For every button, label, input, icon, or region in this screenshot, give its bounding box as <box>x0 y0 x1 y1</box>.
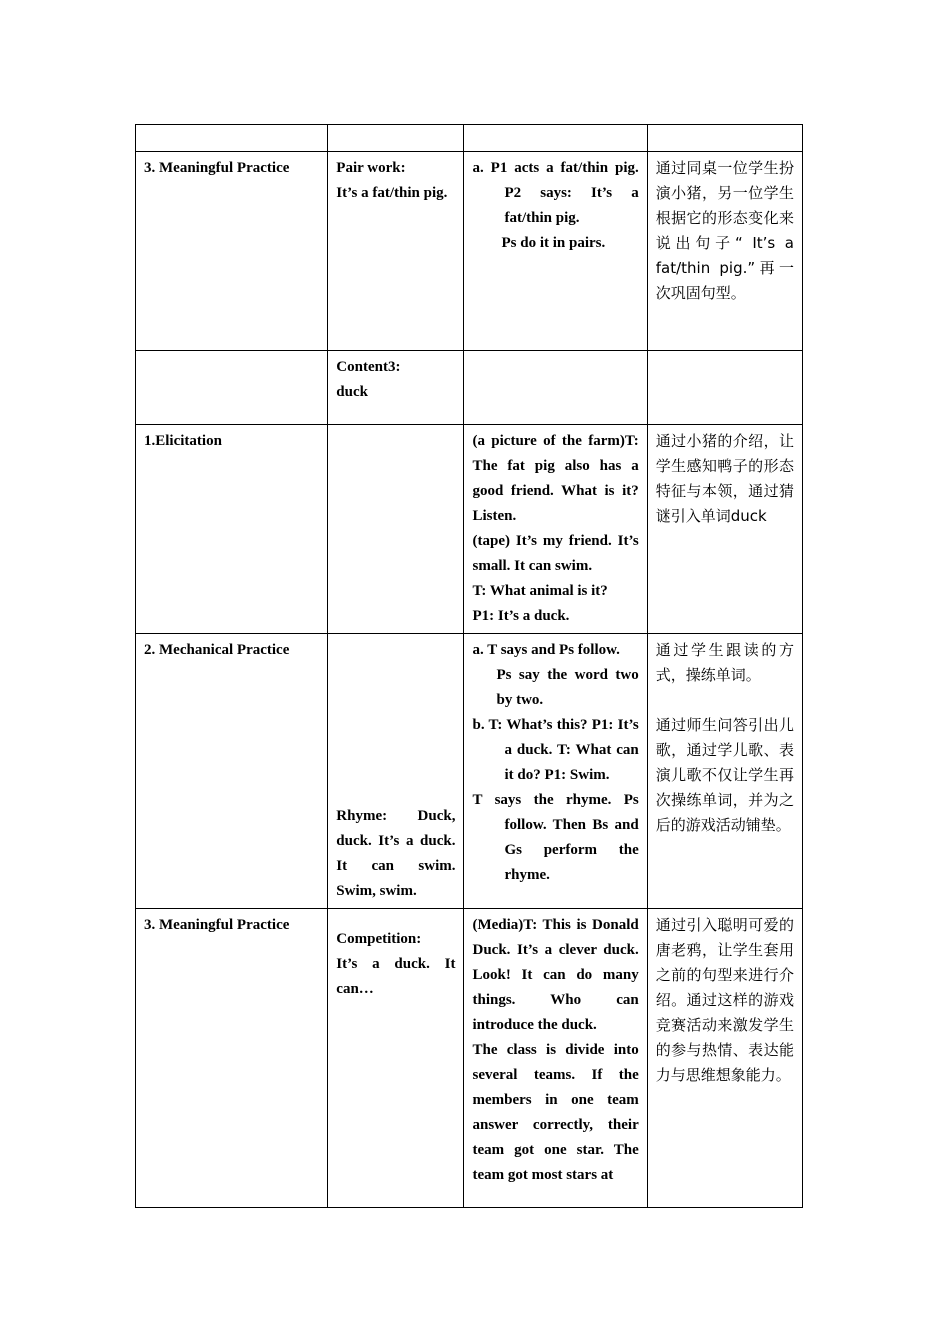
purpose-text: 通过师生问答引出儿歌，通过学儿歌、表演儿歌不仅让学生再次操练单词，并为之后的游戏活动铺垫。 <box>655 716 794 834</box>
content-line: Rhyme: Duck, duck. It’s a duck. It can swim. Swim, swim. <box>336 808 456 899</box>
content-line: Content3: <box>336 359 401 375</box>
step-line: Ps say the word two by two. <box>496 667 639 708</box>
purpose-cell <box>647 152 802 351</box>
stage-cell: 3. Meaningful Practice <box>136 152 328 351</box>
step-line: (Media)T: This is Donald Duck. It’s a clever duck. Look! It can do many things. Who can introduce the duck. <box>472 917 639 1033</box>
steps-cell <box>464 351 647 425</box>
stage-cell <box>136 125 328 152</box>
step-line: Ps do it in pairs. <box>501 235 606 251</box>
steps-cell <box>464 634 647 909</box>
content-line: Pair work: <box>336 160 406 176</box>
step-line: T: What animal is it? <box>472 583 608 599</box>
purpose-cell <box>647 909 802 1208</box>
table-row <box>136 909 803 1208</box>
purpose-cell <box>647 351 802 425</box>
content-cell <box>328 125 464 152</box>
stage-cell <box>136 351 328 425</box>
steps-cell <box>464 125 647 152</box>
step-line: a. P1 acts a fat/thin pig. P2 says: It’s a fat/thin pig. <box>472 160 639 226</box>
content-line: It’s a duck. It can… <box>336 956 456 997</box>
step-line: (tape) It’s my friend. It’s small. It can swim. <box>472 533 639 574</box>
stage-cell: 2. Mechanical Practice <box>136 634 328 909</box>
step-line: P1: It’s a duck. <box>472 608 570 624</box>
content-cell <box>328 351 464 425</box>
purpose-cell <box>647 425 802 634</box>
steps-cell <box>464 425 647 634</box>
content-cell <box>328 152 464 351</box>
step-line: a. T says and Ps follow. <box>472 642 620 658</box>
content-cell <box>328 634 464 909</box>
table-row <box>136 351 803 425</box>
step-line: T says the rhyme. Ps follow. Then Bs and Gs perform the rhyme. <box>472 792 639 883</box>
stage-cell: 1.Elicitation <box>136 425 328 634</box>
content-cell <box>328 909 464 1208</box>
table-row <box>136 634 803 909</box>
purpose-text: 通过小猪的介绍，让学生感知鸭子的形态特征与本领，通过猜谜引入单词duck <box>655 432 794 525</box>
content-line: It’s a fat/thin pig. <box>336 185 448 201</box>
lesson-plan-table <box>135 124 803 1208</box>
purpose-text: 通过引入聪明可爱的唐老鸦，让学生套用之前的句型来进行介绍。通过这样的游戏竞赛活动来激发学生的参与热情、表达能力与思维想象能力。 <box>655 916 794 1084</box>
table-row <box>136 152 803 351</box>
table-row <box>136 125 803 152</box>
step-line: The class is divide into several teams. If the members in one team answer correctly, their team got one star. The team got most stars at <box>472 1042 639 1183</box>
stage-cell: 3. Meaningful Practice <box>136 909 328 1208</box>
content-line: Competition: <box>336 931 422 947</box>
purpose-cell <box>647 634 802 909</box>
steps-cell <box>464 152 647 351</box>
content-line: duck <box>336 384 368 400</box>
purpose-cell <box>647 125 802 152</box>
steps-cell <box>464 909 647 1208</box>
purpose-text: 通过同桌一位学生扮演小猪，另一位学生根据它的形态变化来说出句子“ It’s a fat/thin pig.”再一次巩固句型。 <box>655 159 794 302</box>
content-cell <box>328 425 464 634</box>
step-line: b. T: What’s this? P1: It’s a duck. T: What can it do? P1: Swim. <box>472 717 639 783</box>
table-row <box>136 425 803 634</box>
purpose-text: 通过学生跟读的方式，操练单词。 <box>655 641 794 684</box>
step-line: (a picture of the farm)T: The fat pig also has a good friend. What is it? Listen. <box>472 433 639 524</box>
